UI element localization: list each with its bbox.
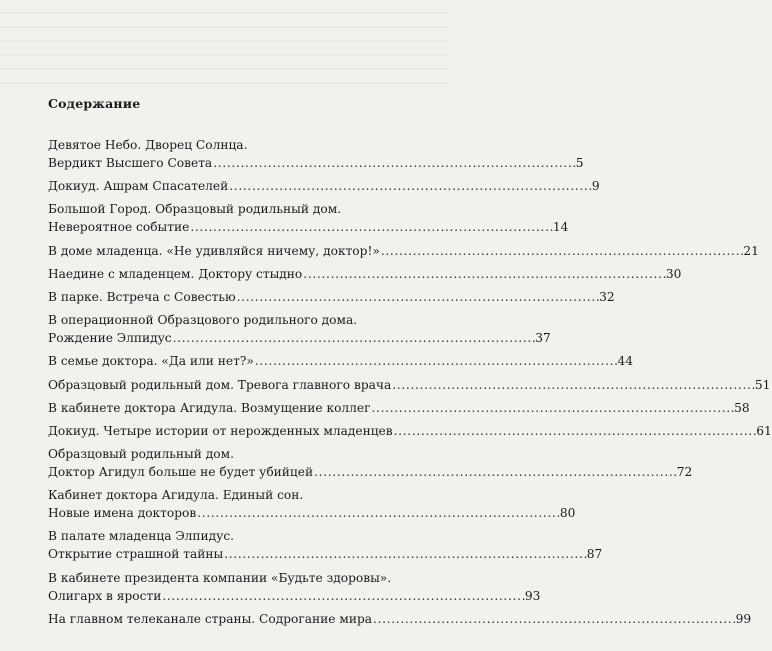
toc-entry-line xyxy=(48,154,584,172)
toc-entry-line xyxy=(48,136,400,154)
toc-entry-text: Олигарх в ярости xyxy=(48,588,162,603)
toc-entry xyxy=(48,136,584,172)
toc-entry-text: На главном телеканале страны. Содрогание мира xyxy=(48,611,373,626)
leader-dots xyxy=(224,545,586,563)
page-number: 5 xyxy=(575,156,584,170)
page-number: 87 xyxy=(586,547,603,562)
toc-entry-text: Образцовый родильный дом. Тревога главного врача xyxy=(48,377,392,392)
toc-entry-line xyxy=(48,242,759,260)
leader-dots xyxy=(173,329,535,347)
toc-entry-line xyxy=(48,311,400,329)
toc-entry-line xyxy=(48,545,603,563)
leader-dots xyxy=(303,265,665,283)
page-number: 58 xyxy=(734,400,750,415)
toc-entry xyxy=(48,399,750,417)
toc-entry xyxy=(48,527,603,563)
toc-entry-line xyxy=(48,218,569,236)
toc-entry-line xyxy=(48,376,771,394)
toc-entry-text: Открытие страшной тайны xyxy=(48,547,224,562)
page-number: 14 xyxy=(552,220,569,235)
leader-dots xyxy=(381,242,743,260)
toc-entry-text: Наедине с младенцем. Доктору стыдно xyxy=(48,266,303,281)
toc-entry-line xyxy=(48,463,693,481)
leader-dots xyxy=(197,504,559,522)
page-number: 61 xyxy=(756,423,772,438)
toc-entry xyxy=(48,569,541,605)
page-number: 30 xyxy=(665,266,682,281)
toc-entry-text: Новые имена докторов xyxy=(48,506,197,521)
toc-entry-line xyxy=(48,177,600,195)
toc-entry xyxy=(48,610,752,628)
toc-entry-text: Девятое Небо. Дворец Солнца. xyxy=(48,138,248,152)
toc-entry-line xyxy=(48,288,615,306)
toc-entry-line xyxy=(48,329,551,347)
page-number: 80 xyxy=(559,506,576,521)
toc-entry-text: В операционной Образцового родильного дома. xyxy=(48,313,358,328)
table-of-contents xyxy=(48,136,772,633)
toc-entry-line xyxy=(48,445,400,463)
toc-entry-line xyxy=(48,422,772,440)
toc-entry xyxy=(48,265,682,283)
bleed-through-text xyxy=(0,0,450,90)
toc-entry-line xyxy=(48,200,400,218)
leader-dots xyxy=(373,610,735,628)
leader-dots xyxy=(162,587,524,605)
toc-entry-text: В парке. Встреча с Совестью xyxy=(48,289,236,304)
page-number: 21 xyxy=(743,243,759,258)
toc-entry-text: В доме младенца. «Не удивляйся ничему, доктор!» xyxy=(48,243,380,258)
toc-entry xyxy=(48,311,551,347)
page-number: 9 xyxy=(591,179,600,194)
toc-entry xyxy=(48,200,569,236)
toc-entry-line xyxy=(48,587,541,605)
toc-entry xyxy=(48,242,759,260)
toc-entry-line xyxy=(48,265,682,283)
leader-dots xyxy=(314,463,676,481)
page-number: 72 xyxy=(676,465,693,480)
toc-entry-text: Вердикт Высшего Совета xyxy=(48,156,213,170)
leader-dots xyxy=(237,288,599,306)
toc-entry-text: В кабинете доктора Агидула. Возмущение коллег xyxy=(48,400,371,415)
toc-entry-text: Невероятное событие xyxy=(48,220,190,235)
toc-entry-text: Докиуд. Четыре истории от нерожденных младенцев xyxy=(48,423,393,438)
toc-entry-text: Образцовый родильный дом. xyxy=(48,447,234,462)
toc-entry-line xyxy=(48,569,400,587)
page-number: 37 xyxy=(535,331,551,346)
toc-entry-line xyxy=(48,352,633,370)
leader-dots xyxy=(229,177,591,195)
toc-entry xyxy=(48,376,771,394)
leader-dots xyxy=(190,218,552,236)
toc-entry-line xyxy=(48,527,400,545)
leader-dots xyxy=(372,399,734,417)
toc-entry-text: В палате младенца Элпидус. xyxy=(48,529,235,544)
toc-entry xyxy=(48,352,633,370)
toc-entry xyxy=(48,177,600,195)
leader-dots xyxy=(213,154,575,172)
toc-entry xyxy=(48,486,576,522)
toc-entry-text: Докиуд. Ашрам Спасателей xyxy=(48,179,229,194)
leader-dots xyxy=(394,422,756,440)
toc-entry-text: Большой Город. Образцовый родильный дом. xyxy=(48,202,342,217)
toc-entry-line xyxy=(48,486,400,504)
page-number: 51 xyxy=(754,377,771,392)
page-title: Содержание xyxy=(48,96,141,111)
page-number: 93 xyxy=(524,588,541,603)
toc-entry-text: В семье доктора. «Да или нет?» xyxy=(48,354,254,369)
page-number: 32 xyxy=(599,289,615,304)
toc-entry-line xyxy=(48,399,750,417)
toc-entry xyxy=(48,445,693,481)
leader-dots xyxy=(255,352,617,370)
page-number: 44 xyxy=(617,354,633,369)
toc-entry-text: Доктор Агидул больше не будет убийцей xyxy=(48,465,314,480)
toc-entry xyxy=(48,422,772,440)
toc-entry-text: Рождение Элпидус xyxy=(48,331,172,346)
toc-entry-text: Кабинет доктора Агидула. Единый сон. xyxy=(48,488,304,503)
toc-entry-line xyxy=(48,504,576,522)
leader-dots xyxy=(392,376,754,394)
toc-entry-text: В кабинете президента компании «Будьте здоровы». xyxy=(48,570,392,585)
toc-entry xyxy=(48,288,615,306)
page-number: 99 xyxy=(735,611,752,626)
toc-entry-line xyxy=(48,610,752,628)
